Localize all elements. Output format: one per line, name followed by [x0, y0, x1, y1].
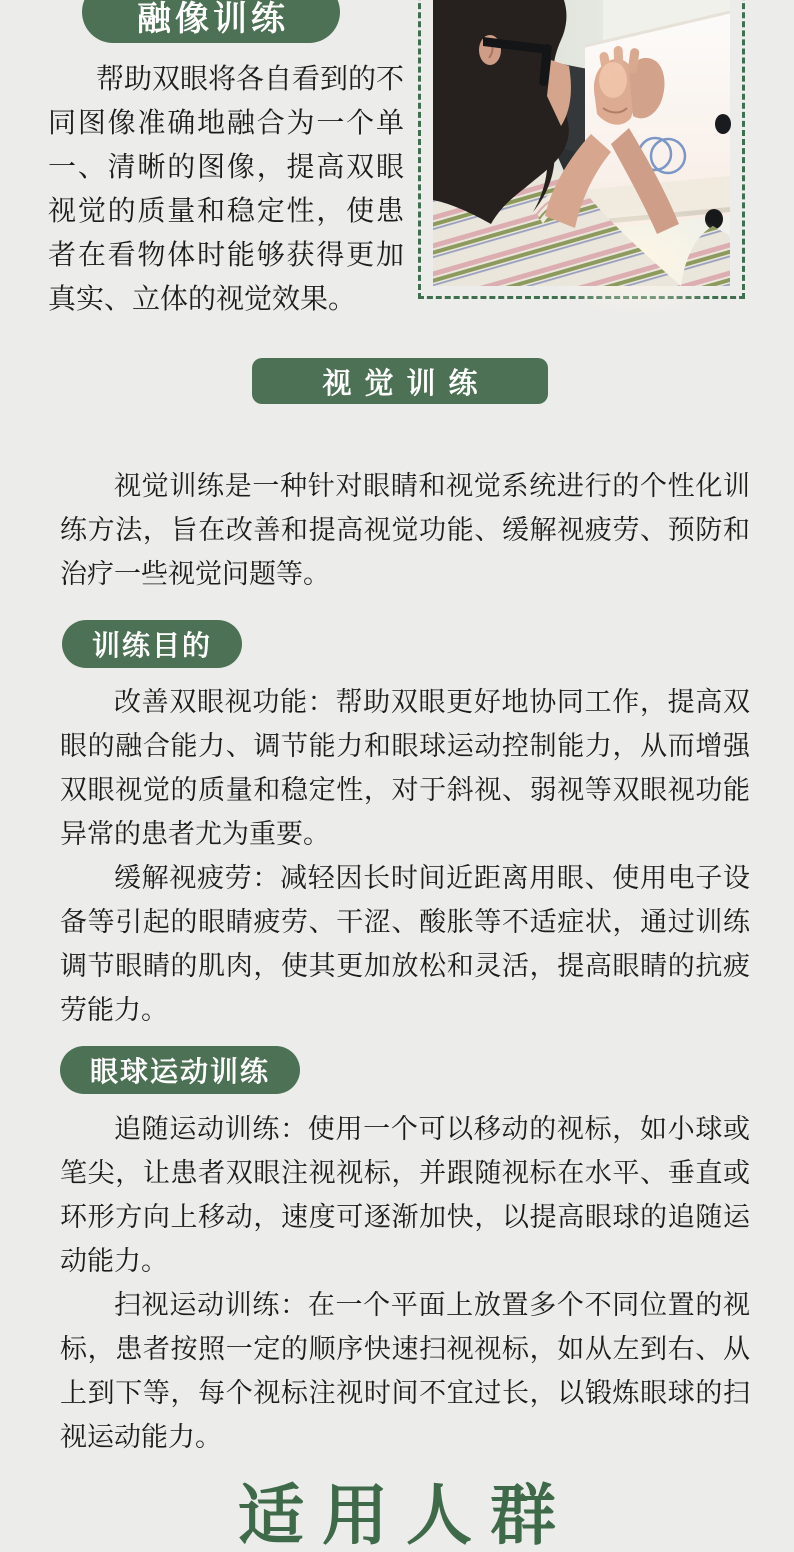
- fusion-training-photo-illustration: [433, 0, 730, 286]
- vision-training-title-button: [252, 358, 548, 404]
- eye-movement-training-badge-label: 眼球运动训练: [90, 1056, 271, 1087]
- eye-movement-paragraph: 追随运动训练：使用一个可以移动的视标，如小球或笔尖，让患者双眼注视视标，并跟随视标在水平、垂直或环形方向上移动，速度可逐渐加快，以提高眼球的追随运动能力。: [60, 1114, 750, 1276]
- vision-training-title-label: 视觉训练: [322, 367, 491, 400]
- fusion-training-photo: [433, 0, 730, 286]
- eye-movement-paragraph: 扫视运动训练：在一个平面上放置多个不同位置的视标，患者按照一定的顺序快速扫视视标，如从左到右、从上到下等，每个视标注视时间不宜过长，以锻炼眼球的扫视运动能力。: [60, 1290, 750, 1452]
- eye-movement-training-badge: [60, 1046, 300, 1094]
- training-purpose-badge: [62, 620, 242, 668]
- training-purpose-paragraphs: [60, 680, 750, 1032]
- intro-paragraph: 视觉训练是一种针对眼睛和视觉系统进行的个性化训练方法，旨在改善和提高视觉功能、缓解视疲劳、预防和治疗一些视觉问题等。: [60, 471, 750, 589]
- vision-training-intro: [60, 464, 750, 596]
- target-audience-title: 适用人群: [238, 1478, 574, 1552]
- purpose-paragraph: 改善双眼视功能：帮助双眼更好地协同工作，提高双眼的融合能力、调节能力和眼球运动控制能力，从而增强双眼视觉的质量和稳定性，对于斜视、弱视等双眼视功能异常的患者尤为重要。: [60, 687, 750, 849]
- fusion-training-badge-label: 融像训练: [137, 0, 289, 38]
- eye-movement-paragraphs: [60, 1107, 750, 1459]
- fusion-training-badge: [82, 0, 340, 43]
- fusion-training-paragraph: 帮助双眼将各自看到的不同图像准确地融合为一个单一、清晰的图像，提高双眼视觉的质量和稳定性，使患者在看物体时能够获得更加真实、立体的视觉效果。: [48, 63, 405, 314]
- purpose-paragraph: 缓解视疲劳：减轻因长时间近距离用眼、使用电子设备等引起的眼睛疲劳、干涩、酸胀等不适症状，通过训练调节眼睛的肌肉，使其更加放松和灵活，提高眼睛的抗疲劳能力。: [60, 863, 750, 1025]
- training-purpose-badge-label: 训练目的: [92, 630, 213, 661]
